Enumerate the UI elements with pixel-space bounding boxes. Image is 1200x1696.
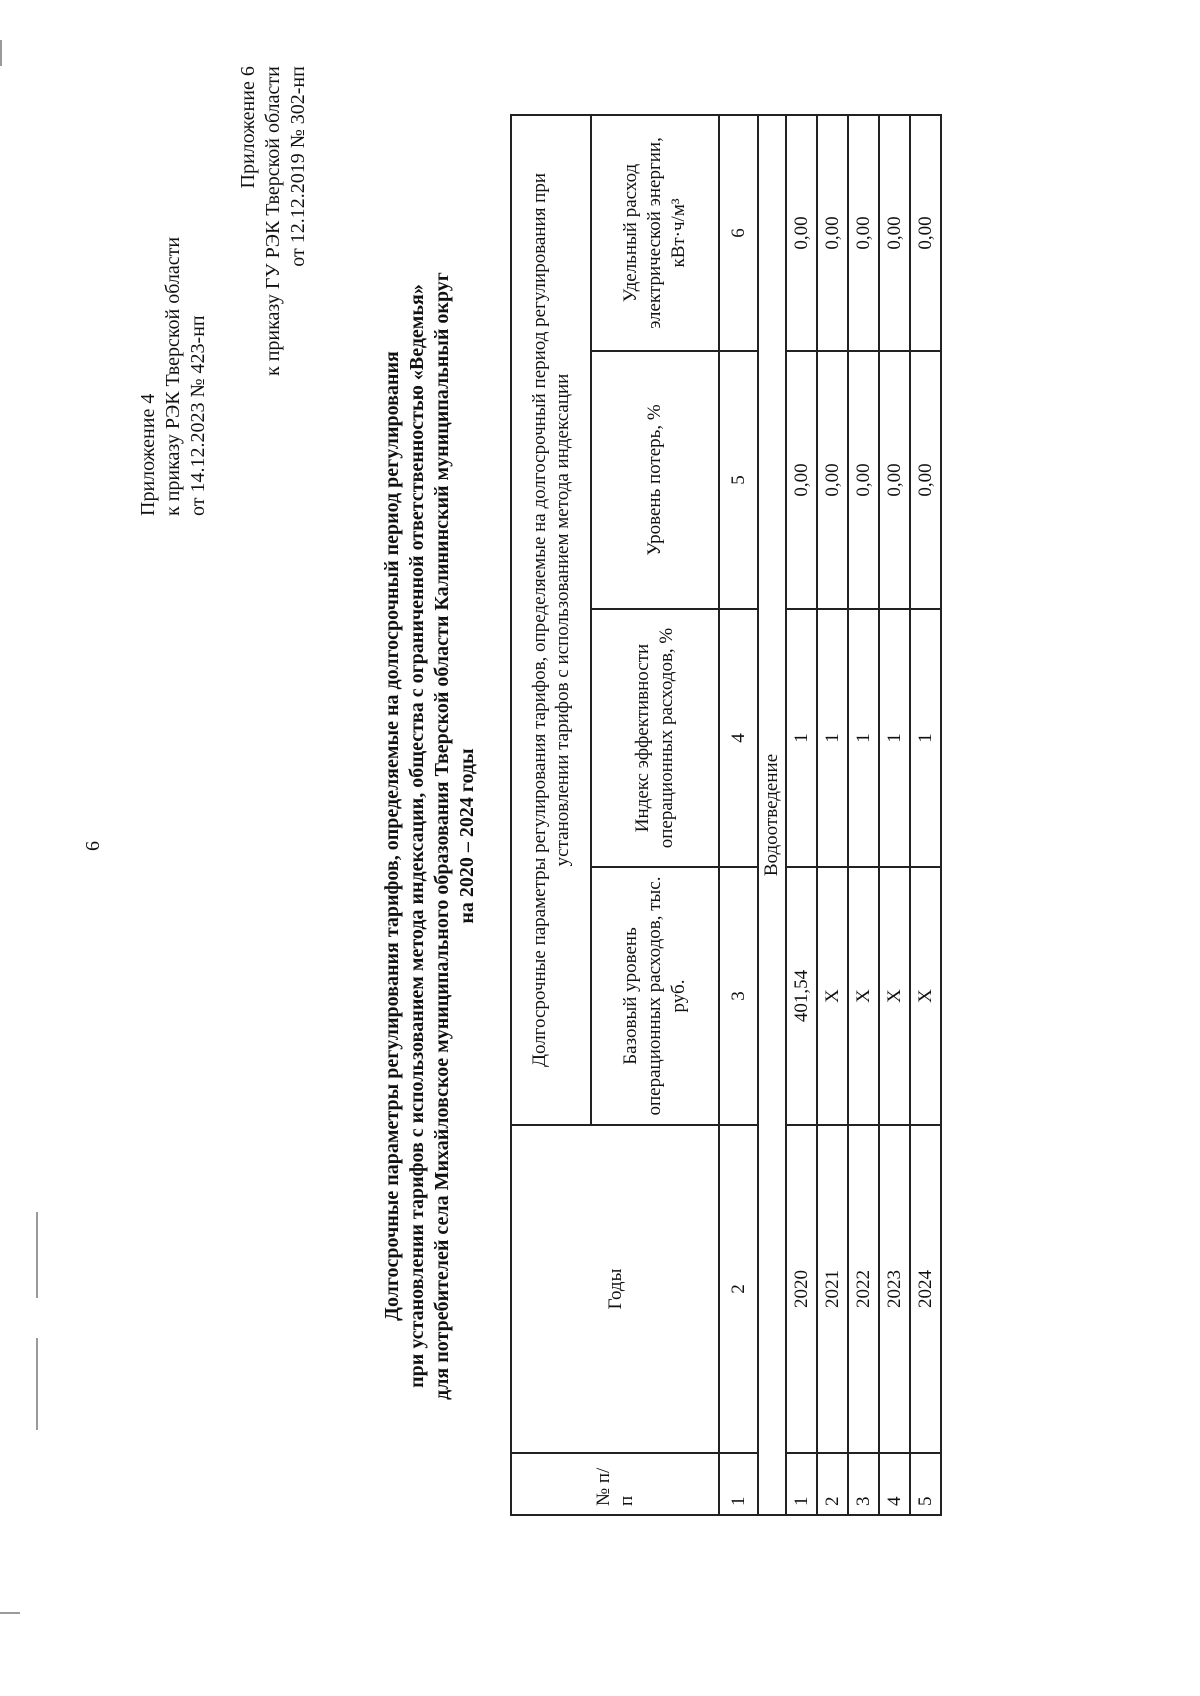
row-year: 2022 [848,1125,879,1453]
table-row [786,115,817,1515]
annex-order-line: к приказу ГУ РЭК Тверской области [262,66,284,376]
title-line: для потребителей села Михайловское муниципального образования Тверской области Калининский муниципальный округ [431,272,453,1400]
row-energy-consumption: 0,00 [786,115,817,351]
row-efficiency-index: 1 [910,609,941,867]
column-number: 1 [719,1453,758,1515]
row-number: 2 [817,1453,848,1515]
row-energy-consumption: 0,00 [879,115,910,351]
row-year: 2023 [879,1125,910,1453]
annex-order-date: от 14.12.2023 № 423-нп [187,315,209,516]
document-title [380,146,480,1526]
column-header-energy-consumption [591,115,719,351]
row-efficiency-index: 1 [786,609,817,867]
annex-reference-new [136,237,211,516]
column-number-row [719,115,758,1515]
row-base-opex: Х [817,867,848,1125]
table-row [879,115,910,1515]
row-year: 2020 [786,1125,817,1453]
row-base-opex: 401,54 [786,867,817,1125]
row-number: 4 [879,1453,910,1515]
row-energy-consumption: 0,00 [817,115,848,351]
table-row [817,115,848,1515]
tariff-parameters-table [510,114,942,1516]
column-number: 4 [719,609,758,867]
row-energy-consumption: 0,00 [910,115,941,351]
row-base-opex: Х [910,867,941,1125]
row-year: 2021 [817,1125,848,1453]
annex-order-date: от 12.12.2019 № 302-нп [287,66,309,267]
annex-order-line: к приказу РЭК Тверской области [162,236,184,516]
annex-title: Приложение 6 [237,66,259,189]
column-header-base-opex: Базовый уровень операционных расходов, тыс. руб. [591,867,719,1125]
column-header-efficiency-index: Индекс эффективности операционных расходов, % [591,609,719,867]
title-line: Долгосрочные параметры регулирования тарифов, определяемые на долгосрочный период регулирования [381,351,403,1321]
energy-header-text: Удельный расход электрической энергии, [620,137,665,329]
row-energy-consumption: 0,00 [848,115,879,351]
group-header-parameters: Долгосрочные параметры регулирования тарифов, определяемые на долгосрочный период регулирования при установлении тарифов с использованием метода индексации [511,115,591,1125]
annex-title: Приложение 4 [137,393,159,516]
row-year: 2024 [910,1125,941,1453]
row-efficiency-index: 1 [879,609,910,867]
column-header-number: № п/п [511,1453,719,1515]
column-header-years: Годы [511,1125,719,1453]
row-efficiency-index: 1 [848,609,879,867]
row-loss-level: 0,00 [879,351,910,609]
section-row [758,115,786,1515]
column-number: 2 [719,1125,758,1453]
column-number: 6 [719,115,758,351]
column-header-loss-level: Уровень потерь, % [591,351,719,609]
section-label-wastewater: Водоотведение [758,115,786,1515]
row-number: 1 [786,1453,817,1515]
page-number: 6 [82,841,104,851]
row-number: 3 [848,1453,879,1515]
title-line: на 2020 – 2024 годы [456,748,478,924]
table-row [848,115,879,1515]
row-base-opex: Х [879,867,910,1125]
row-loss-level: 0,00 [817,351,848,609]
row-base-opex: Х [848,867,879,1125]
row-loss-level: 0,00 [848,351,879,609]
column-number: 5 [719,351,758,609]
row-loss-level: 0,00 [786,351,817,609]
table-row [910,115,941,1515]
energy-header-unit: кВт·ч/м³ [668,198,689,268]
title-line: при установлении тарифов с использованием метода индексации, общества с ограниченной ответственностью «Ведемья» [406,284,428,1388]
column-number: 3 [719,867,758,1125]
row-number: 5 [910,1453,941,1515]
row-loss-level: 0,00 [910,351,941,609]
annex-reference-old [236,66,311,376]
row-efficiency-index: 1 [817,609,848,867]
